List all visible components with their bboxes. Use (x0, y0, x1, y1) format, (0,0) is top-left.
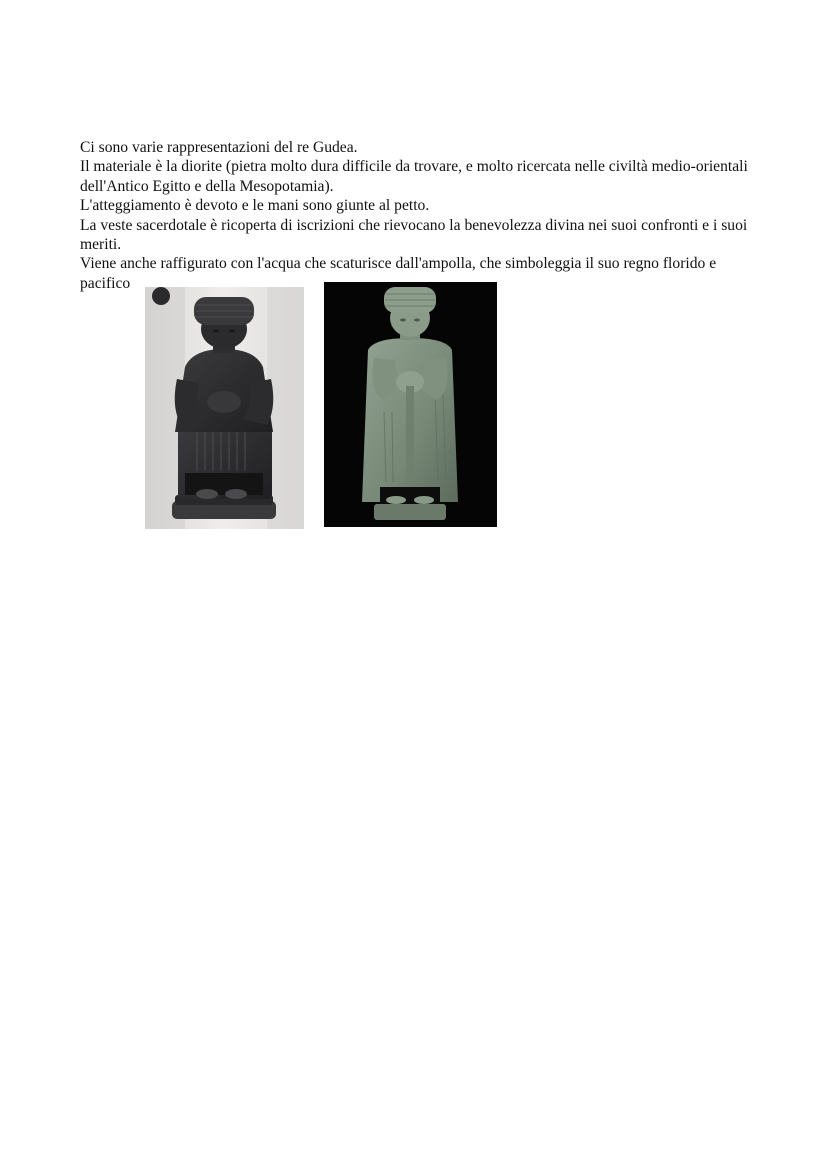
seated-statue-photo (145, 287, 304, 529)
text-body (80, 138, 760, 293)
standing-statue-illustration (324, 282, 497, 527)
paragraph-intro: Ci sono varie rappresentazioni del re Gudea. (80, 139, 358, 156)
paragraph-robe: La veste sacerdotale è ricoperta di iscrizioni che rievocano la benevolezza divina nei suoi confronti e i suoi meriti. (80, 216, 748, 254)
paragraph-water: Viene anche raffigurato con l'acqua che scaturisce dall'ampolla, che simboleggia il suo regno florido e pacifico (80, 255, 717, 292)
paragraph-attitude: L'atteggiamento è devoto e le mani sono giunte al petto. (80, 197, 430, 215)
standing-statue-photo (324, 282, 497, 527)
seated-statue-illustration (145, 287, 304, 529)
paragraph-material: Il materiale è la diorite (pietra molto dura difficile da trovare, e molto ricercata nelle civiltà medio-orientali dell'Antico Egitto e della Mesopotamia). (80, 158, 748, 195)
